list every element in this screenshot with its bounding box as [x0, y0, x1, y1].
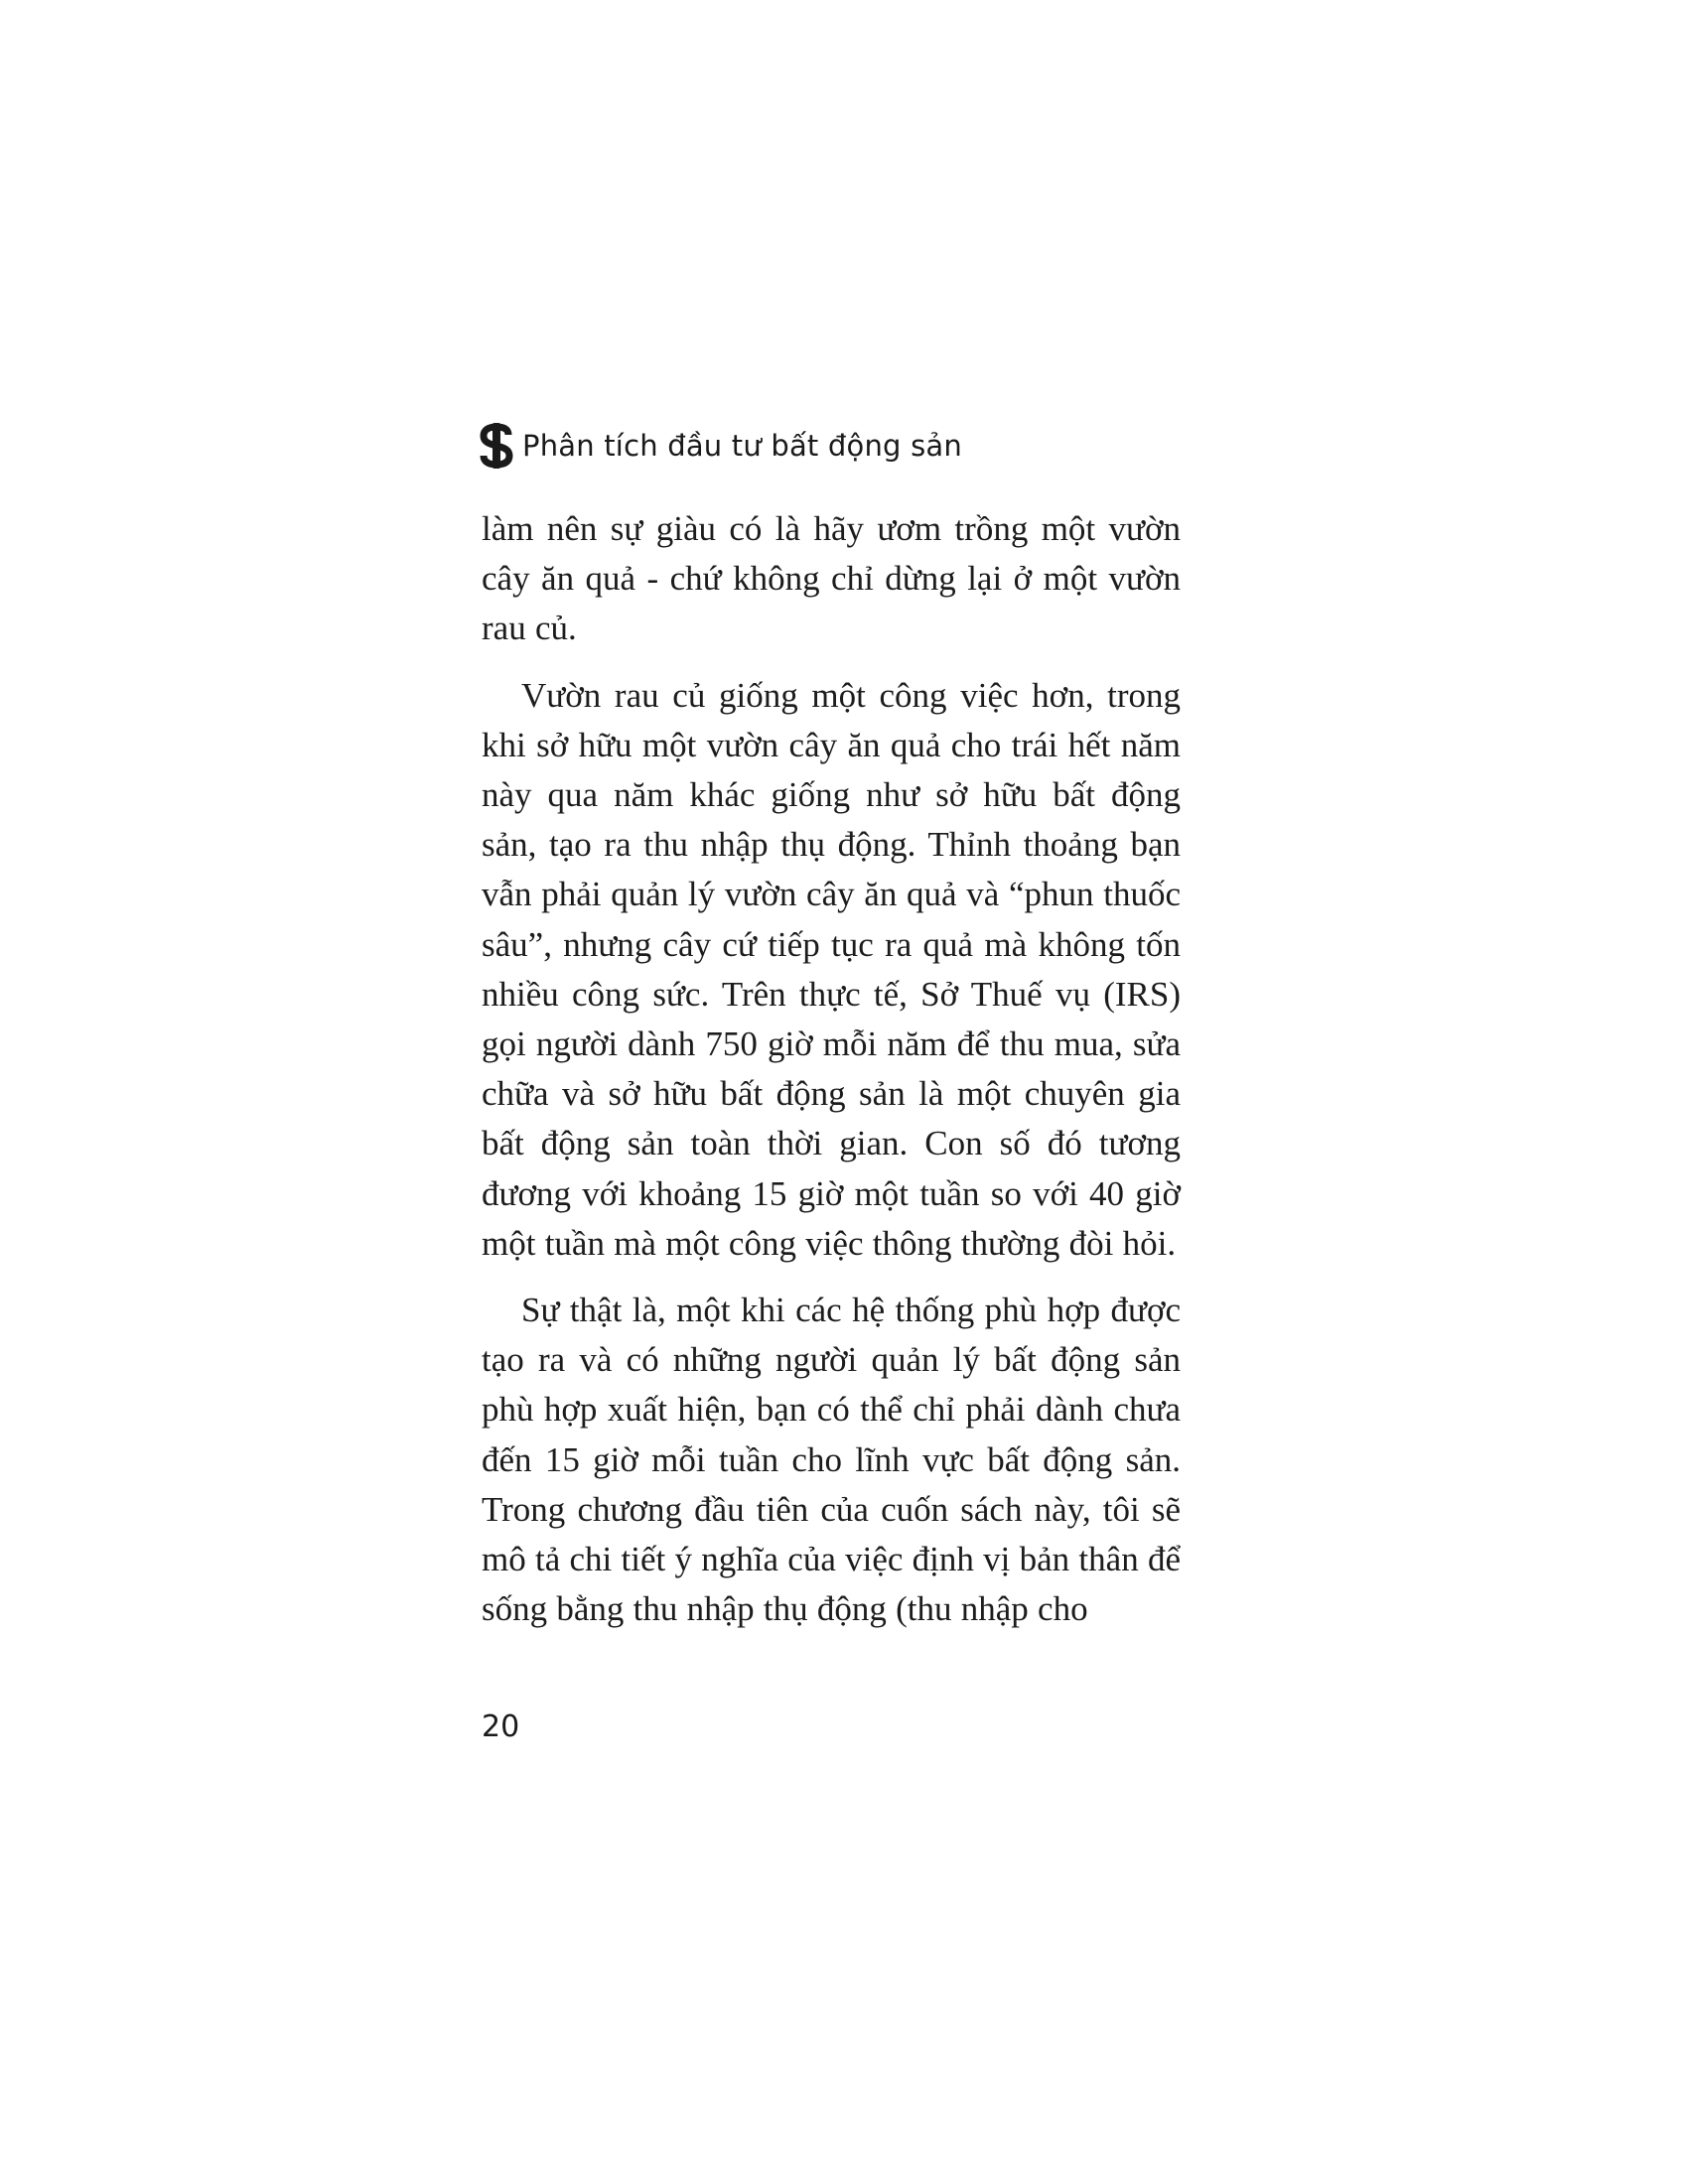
running-header-title: Phân tích đầu tư bất động sản	[522, 429, 962, 463]
body-text	[482, 504, 1181, 1651]
page-number: 20	[482, 1709, 520, 1744]
paragraph-2: Vườn rau củ giống một công việc hơn, trong khi sở hữu một vườn cây ăn quả cho trái hết năm này qua năm khác giống như sở hữu bất động sản, tạo ra thu nhập thụ động. Thỉnh thoảng bạn vẫn phải quản lý vườn cây ăn quả và “phun thuốc sâu”, nhưng cây cứ tiếp tục ra quả mà không tốn nhiều công sức. Trên thực tế, Sở Thuế vụ (IRS) gọi người dành 750 giờ mỗi năm để thu mua, sửa chữa và sở hữu bất động sản là một chuyên gia bất động sản toàn thời gian. Con số đó tương đương với khoảng 15 giờ một tuần so với 40 giờ một tuần mà một công việc thông thường đòi hỏi.	[482, 675, 1181, 1263]
paragraph-1: làm nên sự giàu có là hãy ươm trồng một vườn cây ăn quả - chứ không chỉ dừng lại ở một vườn rau củ.	[482, 509, 1181, 648]
dollar-sign-icon	[479, 423, 514, 469]
running-header	[479, 421, 962, 471]
paragraph-3: Sự thật là, một khi các hệ thống phù hợp được tạo ra và có những người quản lý bất động sản phù hợp xuất hiện, bạn có thể chỉ phải dành chưa đến 15 giờ mỗi tuần cho lĩnh vực bất động sản. Trong chương đầu tiên của cuốn sách này, tôi sẽ mô tả chi tiết ý nghĩa của việc định vị bản thân để sống bằng thu nhập thụ động (thu nhập cho	[482, 1291, 1181, 1629]
